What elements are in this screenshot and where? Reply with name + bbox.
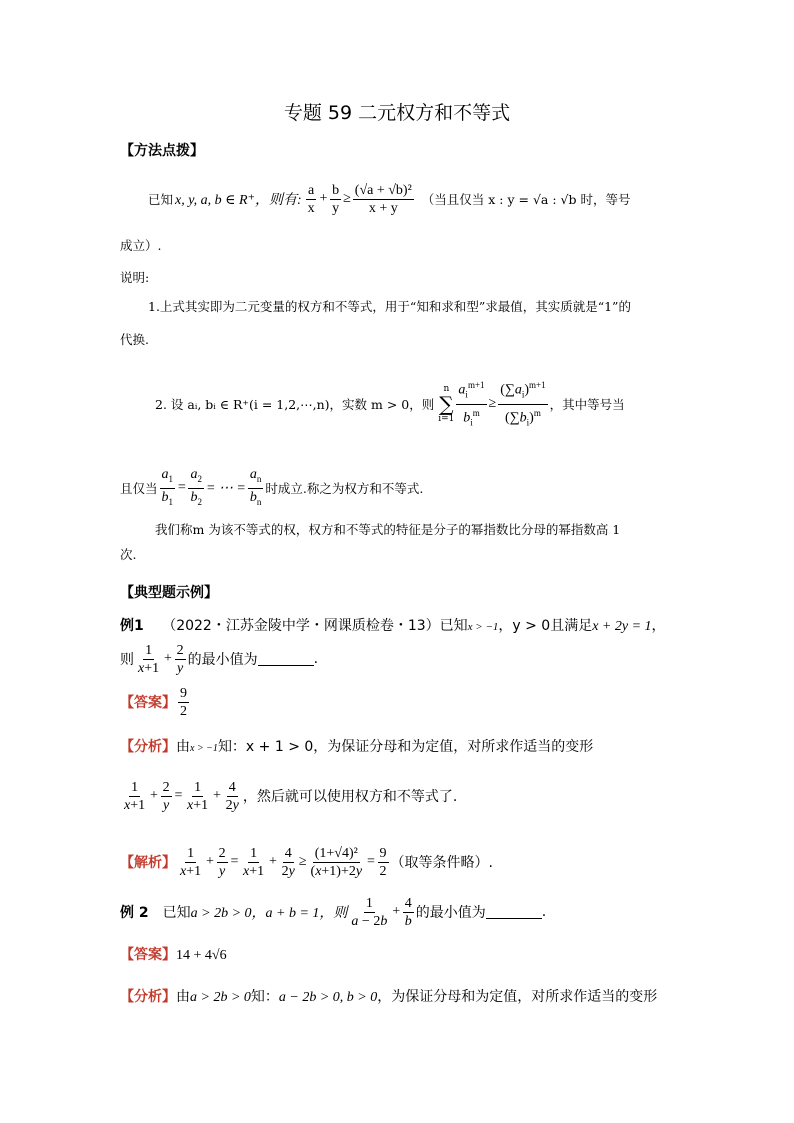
frac-a-over-x: $\frac{a}{x}$ <box>307 182 315 216</box>
ex1-analysis-eq: $\frac{1}{x+1}$ + $\frac{2}{y}$ = $\frac{1}{x+1}$ + $\frac{4}{2y}$ ，然后就可以使用权方和不等式了. <box>124 779 458 813</box>
method-p4-cont: 次. <box>120 547 137 562</box>
ex2-answer-blank <box>486 906 542 919</box>
ex1-ask: 则 $\frac{1}{x+1}$ + $\frac{2}{y}$ 的最小值为 . <box>120 642 319 676</box>
ex1-line: 例1 （2022・江苏金陵中学・网课质检卷・13）已知x > −1，y > 0且满足x + 2y = 1， <box>120 618 666 634</box>
ex2-label: 例 2 <box>120 905 149 921</box>
method-p1-cont: 代换. <box>120 332 149 347</box>
ex2-answer-value: 14 + 4√6 <box>176 948 227 963</box>
frac-rhs: $\frac{\text{(√a + √b)²}}{x + y}$ <box>354 182 412 216</box>
method-line1-cont: 成立）. <box>120 238 162 253</box>
method-line1-vars: x, y, a, b ∈ R⁺，则有: <box>175 193 302 208</box>
ex1-analysis: 【分析】由x > −1知：x + 1 > 0，为保证分母和为定值，对所求作适当的变形 <box>120 739 594 755</box>
method-p2-post: ，其中等号当 <box>549 397 625 412</box>
method-p3-post: 时成立.称之为权方和不等式. <box>265 481 424 496</box>
method-line1: 已知 x, y, a, b ∈ R⁺，则有: $\frac{a}{x}$ + $\frac{b}{y}$ ≥ $\frac{\text{(√a + √b)²}}{x + y}$ （当且仅当 x : y = √a : √b 时，等号 <box>148 182 631 216</box>
note-label: 说明: <box>120 270 150 285</box>
ex1-text: （2022・江苏金陵中学・网课质检卷・13）已知 <box>162 618 468 634</box>
method-line1-pre: 已知 <box>148 192 174 207</box>
ex1-label: 例1 <box>120 618 144 634</box>
page-title: 专题 59 二元权方和不等式 <box>283 102 511 124</box>
examples-heading: 【典型题示例】 <box>120 585 218 601</box>
method-p4: 我们称m 为该不等式的权，权方和不等式的特征是分子的幂指数比分母的幂指数高 1 <box>155 522 621 537</box>
frac-sum-term: $\frac{a_i^{m+1}}{b_i^m}$ <box>456 377 486 431</box>
ex1-solution: 【解析】 $\frac{1}{x+1}$ + $\frac{2}{y}$ = $\frac{1}{x+1}$ + $\frac{4}{2y}$ ≥ $\frac{\text{(1+√4)²}}{(x+1)+2y}$ = $\frac{9}{2}$ （取等条件略）. <box>120 845 493 879</box>
ex1-answer <box>120 682 191 722</box>
method-heading: 【方法点拨】 <box>120 143 204 159</box>
method-p3-pre: 且仅当 <box>120 481 158 496</box>
method-p2-pre: 2. 设 aᵢ, bᵢ ∈ R⁺(i = 1,2,⋯,n)，实数 m > 0，则 <box>155 397 435 412</box>
method-p2: 2. 设 aᵢ, bᵢ ∈ R⁺(i = 1,2,⋯,n)，实数 m > 0，则 n ∑ i=1 $\frac{a_i^{m+1}}{b_i^m}$ ≥ $\frac{(\sum a_i)^{m+1}}{(\sum b_i)^m}$ ，其中等号当 <box>155 362 625 446</box>
ex1-answer-blank <box>258 653 314 666</box>
ex1-answer-value: $\frac{9}{2}$ <box>180 685 187 719</box>
method-line1-note: （当且仅当 x : y = √a : √b 时，等号 <box>421 192 631 207</box>
ex2-line: 例 2 已知 a > 2b > 0，a + b = 1，则 $\frac{1}{a - 2b}$ + $\frac{4}{b}$ 的最小值为 . <box>120 895 547 929</box>
sum-symbol: n ∑ i=1 <box>438 384 455 424</box>
ex1-answer-label: 【答案】 <box>120 695 176 711</box>
method-p1: 1.上式其实即为二元变量的权方和不等式，用于“知和求和型”求最值，其实质就是“1”的 <box>148 299 631 314</box>
frac-b-over-y: $\frac{b}{y}$ <box>332 182 340 216</box>
frac-sum-rhs: $\frac{(\sum a_i)^{m+1}}{(\sum b_i)^m}$ <box>498 377 547 431</box>
ex2-answer: 【答案】14 + 4√6 <box>120 947 227 963</box>
ex2-analysis: 【分析】由a > 2b > 0知：a − 2b > 0, b > 0，为保证分母和为定值，对所求作适当的变形 <box>120 989 658 1005</box>
method-p3: 且仅当 $\frac{a_1}{b_1}$ = $\frac{a_2}{b_2}$ = ⋯ = $\frac{a_n}{b_n}$ 时成立.称之为权方和不等式. <box>120 466 424 507</box>
